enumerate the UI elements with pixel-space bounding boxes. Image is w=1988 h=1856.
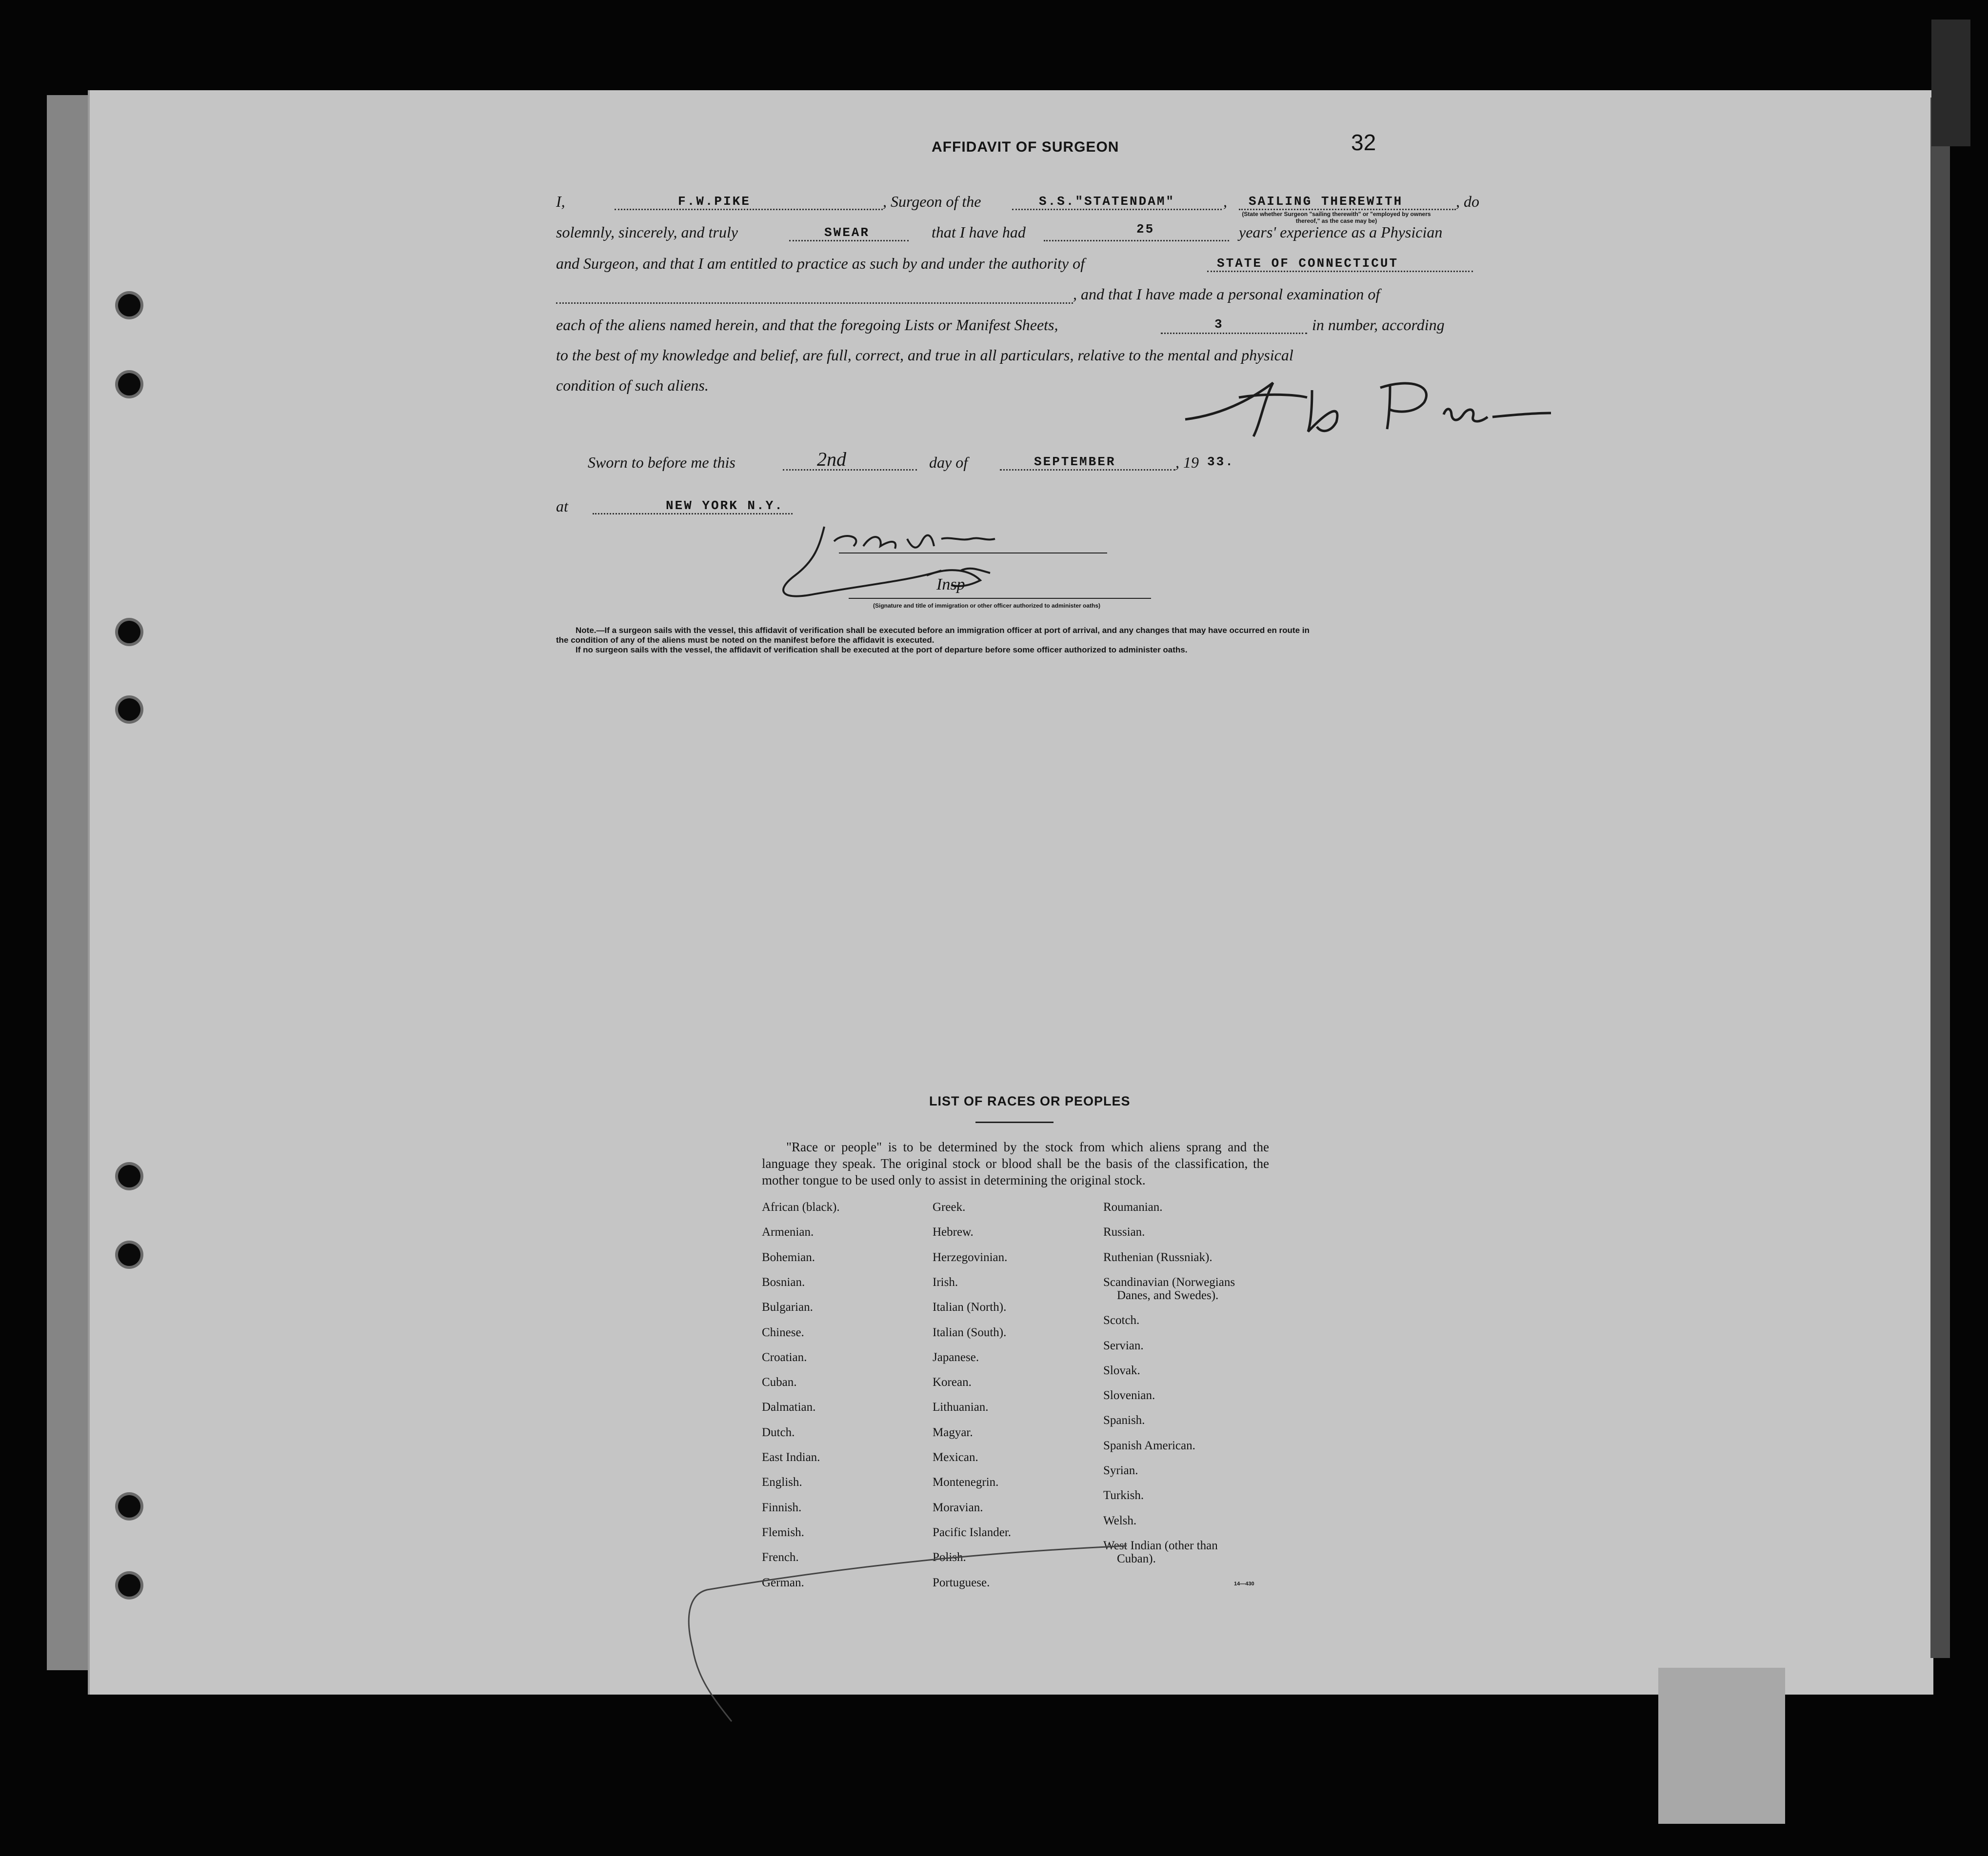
race-item: Spanish. — [1103, 1414, 1145, 1427]
race-item: Bohemian. — [762, 1250, 815, 1264]
race-item: Dutch. — [762, 1425, 795, 1439]
solemnly-label: solemnly, sincerely, and truly — [556, 223, 738, 241]
surgeon-name: F.W.PIKE — [678, 194, 751, 209]
authority-line-2 — [556, 302, 1073, 304]
surgeon-of-label: , Surgeon of the — [883, 193, 981, 210]
each-alien-label: each of the aliens named herein, and that the foregoing Lists or Manifest Sheets, — [556, 316, 1058, 334]
race-item: Pacific Islander. — [933, 1525, 1012, 1539]
race-item: Syrian. — [1103, 1464, 1138, 1477]
officer-title: Insp — [936, 575, 965, 593]
condition-label: condition of such aliens. — [556, 376, 709, 394]
race-item: Slovenian. — [1103, 1389, 1155, 1402]
day-line — [783, 469, 917, 471]
race-item: Italian (South). — [933, 1325, 1007, 1339]
do-label: , do — [1456, 193, 1479, 210]
sailing-status: SAILING THEREWITH — [1249, 194, 1403, 209]
race-item: Polish. — [933, 1551, 966, 1564]
years-line — [1044, 240, 1229, 241]
race-item: Hebrew. — [933, 1225, 974, 1239]
race-item: Irish. — [933, 1275, 958, 1289]
best-knowledge-label: to the best of my knowledge and belief, are full, correct, and true in all particulars, relative to the mental and physical — [556, 346, 1293, 364]
and-surgeon-label: and Surgeon, and that I am entitled to practice as such by and under the authority of — [556, 255, 1085, 272]
race-item: Chinese. — [762, 1325, 804, 1339]
punch-hole — [118, 1495, 140, 1518]
race-item: Dalmatian. — [762, 1401, 816, 1414]
race-item: Japanese. — [933, 1350, 979, 1364]
race-item: Moravian. — [933, 1501, 983, 1514]
authority-line — [1207, 271, 1473, 272]
punch-hole — [118, 1574, 140, 1597]
note-line-3: If no surgeon sails with the vessel, the affidavit of verification shall be executed at the port of departure before some officer authorized to administer oaths. — [576, 645, 1188, 654]
years-count: 25 — [1136, 222, 1155, 237]
race-item: Bosnian. — [762, 1275, 805, 1289]
race-item: French. — [762, 1551, 799, 1564]
year-prefix: , 19 — [1175, 454, 1199, 471]
folded-corner — [1658, 1668, 1785, 1824]
race-item: Finnish. — [762, 1501, 802, 1514]
at-label: at — [556, 497, 568, 515]
place-line — [593, 513, 793, 514]
race-item: Spanish American. — [1103, 1439, 1195, 1452]
sheets-line — [1161, 333, 1307, 334]
have-had-label: that I have had — [932, 223, 1026, 241]
race-item: African (black). — [762, 1201, 840, 1214]
race-item: Lithuanian. — [933, 1401, 989, 1414]
day-of-label: day of — [929, 454, 968, 471]
place: NEW YORK N.Y. — [666, 498, 784, 513]
race-item: East Indian. — [762, 1451, 820, 1464]
note-line-1: Note.—If a surgeon sails with the vessel, this affidavit of verification shall be executed before an immigration officer at port of arrival, and any changes that may have occurred en route in — [576, 626, 1310, 635]
sworn-day: 2nd — [817, 448, 846, 470]
i-label: I, — [556, 193, 565, 210]
punch-hole — [118, 621, 140, 643]
race-item: Turkish. — [1103, 1489, 1144, 1502]
sworn-month: SEPTEMBER — [1034, 454, 1116, 469]
officer-caption: (Signature and title of immigration or other officer authorized to administer oaths) — [873, 602, 1101, 609]
authority: STATE OF CONNECTICUT — [1217, 256, 1399, 271]
oath-word: SWEAR — [824, 225, 870, 240]
race-item: Cuban). — [1117, 1552, 1156, 1565]
race-item: Montenegrin. — [933, 1476, 999, 1489]
punch-hole — [118, 1244, 140, 1266]
race-item: Flemish. — [762, 1525, 804, 1539]
punch-hole — [118, 294, 140, 316]
race-item: Armenian. — [762, 1225, 814, 1239]
race-item: Bulgarian. — [762, 1301, 813, 1314]
month-line — [1000, 469, 1175, 471]
binder-tab — [1931, 20, 1970, 146]
name-line — [615, 209, 883, 210]
page-edge-strip — [1930, 98, 1950, 1658]
surgeon-signature — [1180, 368, 1551, 446]
race-item: Russian. — [1103, 1225, 1145, 1239]
races-title-rule — [975, 1122, 1054, 1123]
page-number: 32 — [1351, 130, 1376, 155]
oath-line — [789, 240, 909, 241]
race-item: Welsh. — [1103, 1514, 1137, 1527]
race-item: Herzegovinian. — [933, 1250, 1008, 1264]
race-item: Cuban. — [762, 1376, 797, 1389]
race-item: Magyar. — [933, 1425, 973, 1439]
page-title: AFFIDAVIT OF SURGEON — [932, 139, 1119, 155]
sailing-hint: (State whether Surgeon "sailing therewith" or "employed by owners thereof," as the case may be) — [1242, 211, 1431, 224]
race-item: Scandinavian (Norwegians — [1103, 1275, 1235, 1289]
sworn-label: Sworn to before me this — [588, 454, 736, 471]
comma: , — [1223, 193, 1227, 210]
races-title: LIST OF RACES OR PEOPLES — [929, 1094, 1131, 1108]
pencil-mark — [678, 1541, 1127, 1726]
officer-title-line — [849, 598, 1151, 599]
note-line-2: the condition of any of the aliens must be noted on the manifest before the affidavit is executed. — [556, 635, 934, 645]
paper-underlayer — [47, 95, 93, 1670]
race-item: Ruthenian (Russniak). — [1103, 1250, 1213, 1264]
races-intro: "Race or people" is to be determined by the stock from which aliens sprang and the language they speak. The original stock or blood shall be the basis of the classification, the mother tongue to be used only to assist in determining the original stock. — [762, 1140, 1269, 1187]
punch-hole — [118, 698, 140, 721]
ship-name: S.S."STATENDAM" — [1039, 194, 1175, 209]
examined-label: , and that I have made a personal examination of — [1073, 285, 1380, 303]
race-item: English. — [762, 1476, 802, 1489]
sheets-count: 3 — [1214, 317, 1224, 332]
year-suffix: 33. — [1207, 454, 1234, 469]
race-item: Roumanian. — [1103, 1201, 1163, 1214]
race-item: Korean. — [933, 1376, 972, 1389]
race-item: German. — [762, 1576, 804, 1589]
race-item: West Indian (other than — [1103, 1539, 1218, 1552]
race-item: Portuguese. — [933, 1576, 990, 1589]
race-item: Scotch. — [1103, 1314, 1140, 1327]
in-number-label: in number, according — [1312, 316, 1445, 334]
race-item: Servian. — [1103, 1339, 1144, 1352]
race-item: Mexican. — [933, 1451, 978, 1464]
race-item: Slovak. — [1103, 1363, 1140, 1377]
punch-hole — [118, 1165, 140, 1187]
years-label: years' experience as a Physician — [1239, 223, 1443, 241]
race-item: Greek. — [933, 1201, 966, 1214]
sailing-line — [1239, 209, 1456, 210]
race-item: Croatian. — [762, 1350, 807, 1364]
ship-line — [1012, 209, 1222, 210]
punch-hole — [118, 373, 140, 395]
form-number: 14—430 — [1234, 1581, 1254, 1587]
race-item: Italian (North). — [933, 1301, 1007, 1314]
officer-signature — [766, 512, 1058, 610]
race-item: Danes, and Swedes). — [1117, 1288, 1219, 1302]
